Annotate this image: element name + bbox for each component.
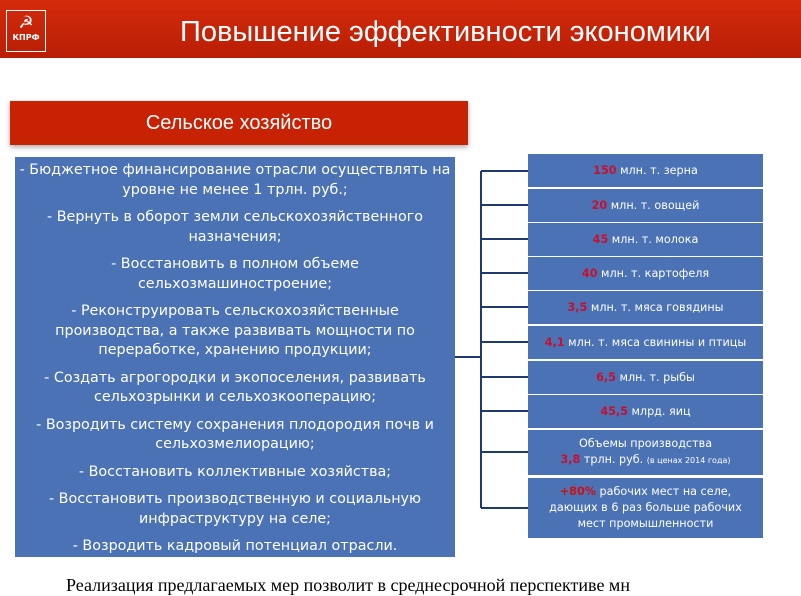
target-production-volume <box>528 430 763 475</box>
jobs-text: рабочих мест на селе, <box>595 485 732 498</box>
section-title: Сельское хозяйство <box>10 101 468 145</box>
target-label: млн. т. овощей <box>607 198 700 212</box>
target-rural-jobs <box>528 478 763 538</box>
measure-item: - Создать агрогородки и экопоселения, развивать сельхозрынки и сельхозкооперацию; <box>44 369 426 405</box>
target-label: млн. т. мяса свинины и птицы <box>564 335 747 349</box>
target-label: млн. т. картофеля <box>597 266 710 280</box>
measure-item: - Восстановить производственную и социальную инфраструктуру на селе; <box>48 491 422 527</box>
production-value: 3,8 <box>560 453 581 466</box>
target-milk <box>528 223 763 256</box>
production-note: (в ценах 2014 года) <box>646 456 731 465</box>
measure-item: - Вернуть в оборот земли сельскохозяйственного назначения; <box>47 209 423 245</box>
measure-item: - Бюджетное финансирование отрасли осуществлять на уровне не менее 1 трлн. руб.; <box>19 162 451 198</box>
target-grain <box>528 154 763 187</box>
target-label: млн. т. мяса говядины <box>587 300 724 314</box>
target-value: 20 <box>591 198 608 212</box>
production-heading: Объемы производства <box>578 437 713 450</box>
target-value: 3,5 <box>567 300 588 314</box>
measure-item: - Реконструировать сельскохозяйственные производства, а также развивать мощности по переработке, хранению продукции; <box>55 303 415 358</box>
measure-item: - Возродить кадровый потенциал отрасли. <box>72 538 398 554</box>
measure-item: - Восстановить в полном объеме сельхозмашиностроение; <box>111 256 359 292</box>
hammer-sickle-icon: ☭ <box>18 13 34 33</box>
target-fish <box>528 361 763 394</box>
logo-label: КПРФ <box>12 33 40 42</box>
target-beef <box>528 291 763 324</box>
target-value: 45,5 <box>600 404 628 418</box>
target-label: млрд. яиц <box>627 404 691 418</box>
target-potatoes <box>528 257 763 290</box>
production-unit: трлн. руб. <box>580 453 647 466</box>
target-label: млн. т. зерна <box>616 163 698 177</box>
target-vegetables <box>528 189 763 222</box>
target-pork-poultry <box>528 326 763 359</box>
measure-item: - Возродить систему сохранения плодородия почв и сельхозмелиорацию; <box>36 416 434 452</box>
bottom-paragraph: Реализация предлагаемых мер позволит в среднесрочной перспективе мн <box>66 575 630 595</box>
jobs-detail: дающих в 6 раз больше рабочих мест промышленности <box>549 501 742 530</box>
target-label: млн. т. рыбы <box>615 370 695 384</box>
jobs-value: +80% <box>559 485 596 498</box>
target-label: млн. т. молока <box>608 232 699 246</box>
target-value: 150 <box>593 163 617 177</box>
target-value: 45 <box>592 232 609 246</box>
measure-item: - Восстановить коллективные хозяйства; <box>78 463 392 480</box>
target-value: 4,1 <box>544 335 565 349</box>
target-value: 6,5 <box>596 370 616 384</box>
target-value: 40 <box>581 266 598 280</box>
page-title: Повышение эффективности экономики <box>180 16 711 48</box>
target-eggs <box>528 395 763 428</box>
